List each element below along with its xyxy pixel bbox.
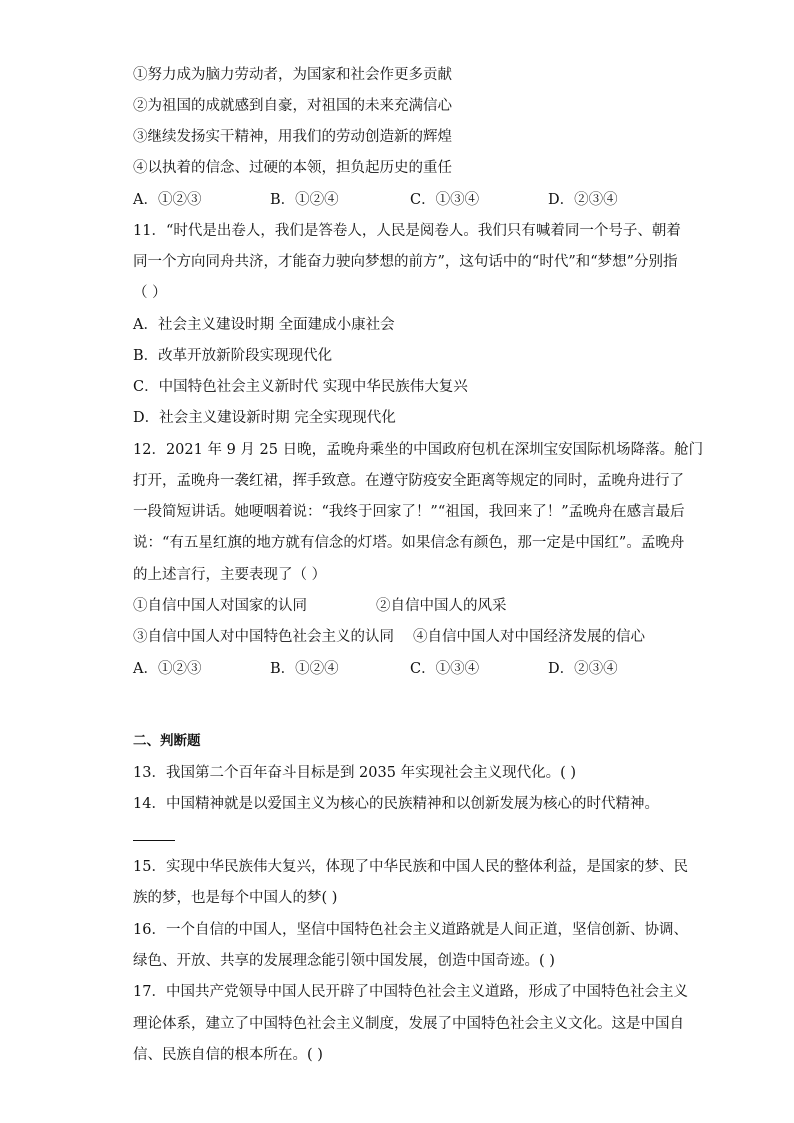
q11-answer-blank: （ ） [133,285,167,301]
q10-option-d: D．②③④ [548,192,618,208]
q12-stem-line-4: 说：“有五星红旗的地方就有信念的灯塔。如果信念有颜色，那一定是中国红”。孟晚舟 [133,535,685,551]
q17-stem-line-2: 理论体系，建立了中国特色社会主义制度，发展了中国特色社会主义文化。这是中国自 [133,1016,684,1032]
q11-stem-line-1: 11．“时代是出卷人，我们是答卷人，人民是阅卷人。我们只有喊着同一个号子、朝着 [133,223,681,239]
q12-option-d: D．②③④ [548,661,618,677]
q10-option-a: A．①②③ [133,192,202,208]
q17-stem-line-3: 信、民族自信的根本所在。( ) [133,1047,323,1063]
q17-stem-line-1: 17．中国共产党领导中国人民开辟了中国特色社会主义道路，形成了中国特色社会主义 [133,984,688,1000]
q16-stem-line-1: 16．一个自信的中国人，坚信中国特色社会主义道路就是人间正道，坚信创新、协调、 [133,922,688,938]
q11-option-b: B．改革开放新阶段实现现代化 [133,348,333,364]
q10-item-3: ③继续发扬实干精神，用我们的劳动创造新的辉煌 [133,129,452,145]
q11-stem-line-2: 同一个方向同舟共济，才能奋力驶向梦想的前方”，这句话中的“时代”和“梦想”分别指 [133,254,678,270]
q15-stem-line-1: 15．实现中华民族伟大复兴，体现了中华民族和中国人民的整体利益，是国家的梦、民 [133,859,688,875]
q12-item-1: ①自信中国人对国家的认同 [133,598,307,614]
q12-stem-line-5: 的上述言行，主要表现了（ ） [133,567,327,583]
q10-option-c: C．①③④ [410,192,480,208]
q12-item-4: ④自信中国人对中国经济发展的信心 [413,629,645,645]
q15-stem-line-2: 族的梦，也是每个中国人的梦( ) [133,890,338,906]
q10-option-b: B．①②④ [270,192,339,208]
q10-item-1: ①努力成为脑力劳动者，为国家和社会作更多贡献 [133,67,452,83]
q13-stem: 13．我国第二个百年奋斗目标是到 2035 年实现社会主义现代化。( ) [133,765,576,781]
q10-item-2: ②为祖国的成就感到自豪，对祖国的未来充满信心 [133,98,452,114]
q11-option-d: D．社会主义建设新时期 完全实现现代化 [133,410,396,426]
q12-stem-line-1: 12．2021 年 9 月 25 日晚，孟晚舟乘坐的中国政府包机在深圳宝安国际机场降落。舱门 [133,442,704,458]
q16-stem-line-2: 绿色、开放、共享的发展理念能引领中国发展，创造中国奇迹。( ) [133,953,555,969]
q12-item-2: ②自信中国人的风采 [376,598,507,614]
q12-option-a: A．①②③ [133,661,202,677]
q12-stem-line-3: 一段简短讲话。她哽咽着说：“我终于回家了！”“祖国，我回来了！”孟晚舟在感言最后 [133,504,685,520]
section-title-judgment: 二、判断题 [133,733,201,749]
q14-stem: 14．中国精神就是以爱国主义为核心的民族精神和以创新发展为核心的时代精神。 [133,796,659,812]
q12-option-b: B．①②④ [270,661,339,677]
q14-answer-blank [133,840,175,841]
q12-option-c: C．①③④ [410,661,480,677]
q10-item-4: ④以执着的信念、过硬的本领，担负起历史的重任 [133,160,452,176]
q12-stem-line-2: 打开，孟晚舟一袭红裙，挥手致意。在遵守防疫安全距离等规定的同时，孟晚舟进行了 [133,473,684,489]
q12-item-3: ③自信中国人对中国特色社会主义的认同 [133,629,394,645]
q11-option-c: C．中国特色社会主义新时代 实现中华民族伟大复兴 [133,379,468,395]
q11-option-a: A．社会主义建设时期 全面建成小康社会 [133,317,395,333]
